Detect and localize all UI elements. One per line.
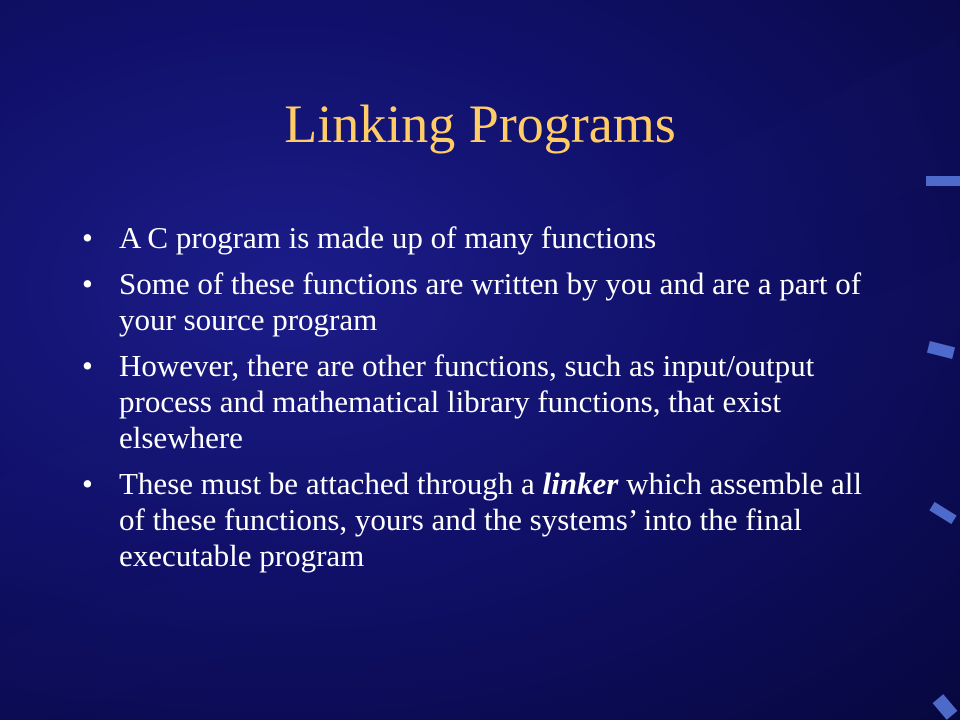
bullet-item	[82, 220, 882, 256]
bullet-item	[82, 266, 882, 338]
bullet-text: However, there are other functions, such as input/output process and mathematical library functions, that exist elsewhere	[119, 348, 815, 455]
bullet-symbol: •	[82, 220, 93, 255]
bullet-item	[82, 348, 882, 456]
edge-accent-mark	[929, 502, 956, 524]
slide-title: Linking Programs	[284, 94, 676, 154]
bullet-text-part: which assemble all of these functions, yours and the systems’ into the final executable program	[119, 466, 862, 573]
bullet-text: A C program is made up of many functions	[119, 220, 657, 255]
edge-accent-mark	[933, 694, 958, 720]
bullet-symbol: •	[82, 348, 93, 383]
bullet-list	[82, 220, 882, 584]
linker-emphasis: linker	[542, 466, 619, 501]
bullet-symbol: •	[82, 466, 93, 501]
bullet-item	[82, 466, 882, 574]
edge-accent-mark	[926, 176, 960, 186]
bullet-text: Some of these functions are written by you and are a part of your source program	[119, 266, 862, 337]
bullet-text-part: These must be attached through a	[119, 466, 543, 501]
bullet-text	[119, 466, 862, 573]
bullet-symbol: •	[82, 266, 93, 301]
